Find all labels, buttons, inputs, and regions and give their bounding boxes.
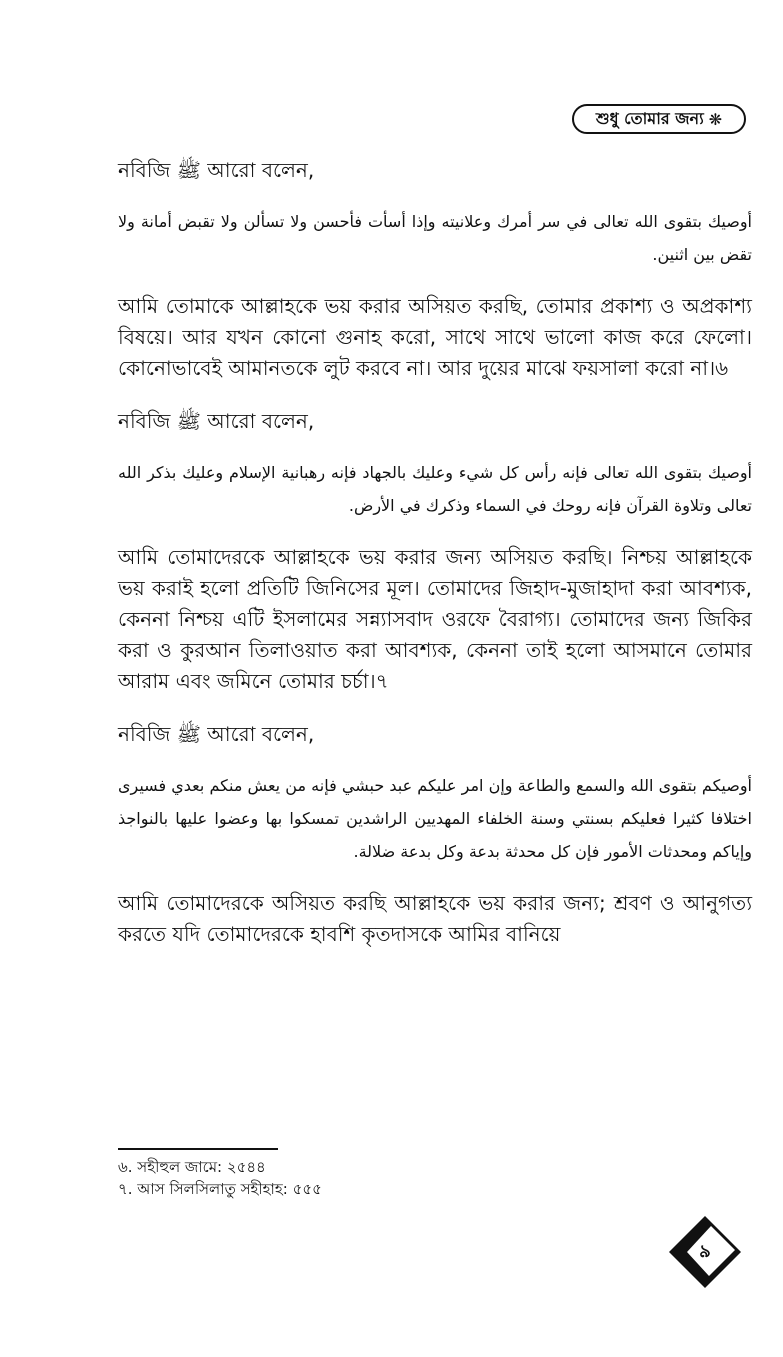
page-body bbox=[118, 155, 752, 972]
arabic-hadith-text: أوصيك بتقوى الله تعالى في سر أمرك وعلانيته وإذا أسأت فأحسن ولا تسألن ولا تقبض أمانة ولا تقض بين اثنين. bbox=[118, 212, 752, 264]
arabic-hadith-text: أوصيك بتقوى الله تعالى فإنه رأس كل شيء وعليك بالجهاد فإنه رهبانية الإسلام وعليك بذكر الله تعالى وتلاوة القرآن فإنه روحك في السماء وذكرك في الأرض. bbox=[118, 463, 752, 515]
bangla-translation: আমি তোমাদেরকে অসিয়ত করছি আল্লাহকে ভয় করার জন্য; শ্রবণ ও আনুগত্য করতে যদি তোমাদেরকে হাবশি কৃতদাসকে আমির বানিয়ে bbox=[118, 891, 752, 946]
footnote-divider bbox=[118, 1148, 278, 1150]
hadith-intro: নবিজি ﷺ আরো বলেন, bbox=[118, 722, 315, 746]
page-number-badge bbox=[667, 1214, 743, 1290]
page-number: ৯ bbox=[699, 1240, 711, 1262]
running-header-title: শুধু তোমার জন্য bbox=[595, 108, 704, 128]
bangla-translation: আমি তোমাদেরকে আল্লাহকে ভয় করার জন্য অসিয়ত করছি। নিশ্চয় আল্লাহকে ভয় করাই হলো প্রতিটি জিনিসের মূল। তোমাদের জিহাদ-মুজাহাদা করা আবশ্যক, কেননা নিশ্চয় এটি ইসলামের সন্ন্যাসবাদ ওরফে বৈরাগ্য। তোমাদের জন্য জিকির করা ও কুরআন তিলাওয়াত করা আবশ্যক, কেননা তাই হলো আসমানে তোমার আরাম এবং জমিনে তোমার চর্চা।৭ bbox=[118, 545, 752, 693]
footnote-item: ৭. আস সিলসিলাতু সহীহাহ: ৫৫৫ bbox=[118, 1180, 322, 1198]
hadith-intro: নবিজি ﷺ আরো বলেন, bbox=[118, 158, 315, 182]
bangla-translation: আমি তোমাকে আল্লাহকে ভয় করার অসিয়ত করছি, তোমার প্রকাশ্য ও অপ্রকাশ্য বিষয়ে। আর যখন কোনো গুনাহ করো, সাথে সাথে ভালো কাজ করে ফেলো। কোনোভাবেই আমানতকে লুট করবে না। আর দুয়ের মাঝে ফয়সালা করো না।৬ bbox=[118, 294, 752, 380]
running-header bbox=[572, 104, 746, 134]
arabic-hadith-text: أوصيكم بتقوى الله والسمع والطاعة وإن امر عليكم عبد حبشي فإنه من يعش منكم بعدي فسيرى اختلافا كثيرا فعليكم بسنتي وسنة الخلفاء المهديين الراشدين تمسكوا بها وعضوا عليها بالنواجذ وإياكم ومحدثات الأمور فإن كل محدثة بدعة وكل بدعة ضلالة. bbox=[118, 776, 752, 861]
footnotes bbox=[118, 1156, 322, 1200]
asterisk-ornament-icon: ❋ bbox=[708, 109, 723, 129]
hadith-intro: নবিজি ﷺ আরো বলেন, bbox=[118, 409, 315, 433]
footnote-item: ৬. সহীহুল জামে: ২৫৪৪ bbox=[118, 1158, 266, 1176]
